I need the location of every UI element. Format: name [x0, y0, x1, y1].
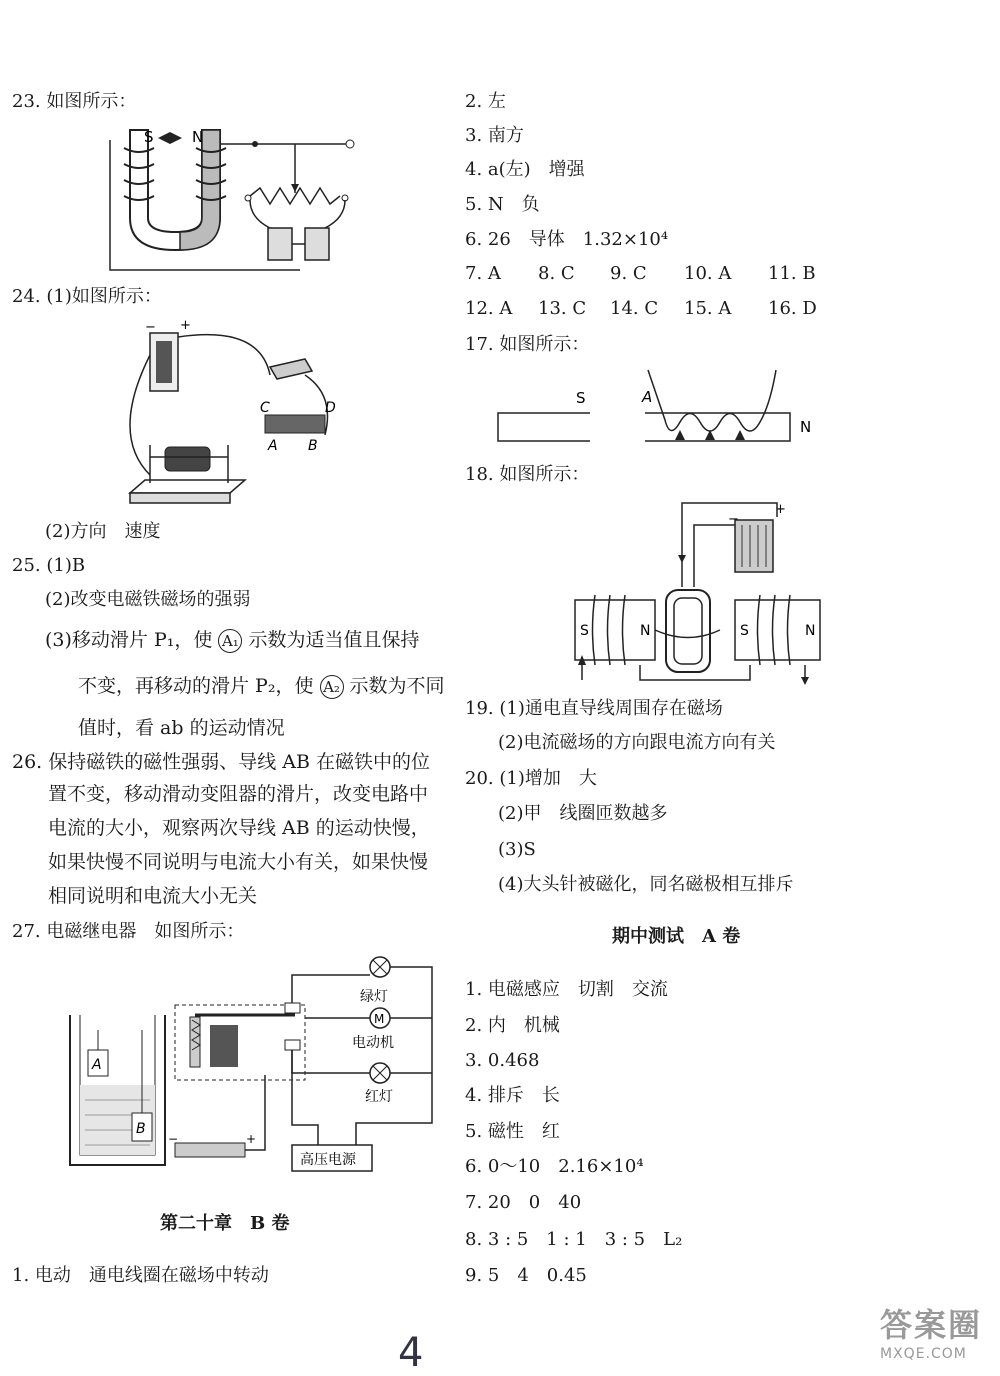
watermark-url: MXQE.COM [880, 1346, 967, 1362]
q24-answer-2: (2)方向 速度 [45, 521, 161, 542]
fig17-a-label: A [642, 388, 653, 406]
q25-answer-3-line3: 值时，看 ab 的运动情况 [78, 717, 285, 739]
r-answer-4: 4. a(左) 增强 [465, 159, 585, 180]
fig23-s-label: S [144, 128, 154, 146]
q25-3-text-d: 示数为不同 [349, 675, 445, 697]
midterm-answer-3: 3. 0.468 [465, 1050, 540, 1071]
q25-3-text-c: 不变，再移动的滑片 P₂，使 [78, 675, 314, 697]
svg-text:+: + [180, 318, 191, 333]
q23-label: 23. 如图所示： [12, 91, 137, 112]
r-answer-10: 10. A [684, 263, 732, 284]
watermark-logo [880, 1300, 995, 1365]
fig24-c-label: C [260, 400, 270, 416]
svg-text:−: − [728, 512, 739, 527]
handwritten-page-number: 4 [398, 1330, 424, 1376]
q25-3-text-b: 示数为适当值且保持 [248, 629, 420, 651]
figure-24-motor-apparatus [120, 315, 380, 515]
r-answer-19-1: 19. (1)通电直导线周围存在磁场 [465, 698, 723, 719]
r-answer-18-label: 18. 如图所示： [465, 464, 590, 485]
q27-label: 27. 电磁继电器 如图所示： [12, 921, 245, 942]
r-answer-20-3: (3)S [498, 839, 536, 860]
r-answer-17-label: 17. 如图所示： [465, 334, 590, 355]
q26-line-3: 电流的大小，观察两次导线 AB 的运动快慢， [48, 817, 430, 839]
svg-text:+: + [246, 1132, 257, 1146]
fig27-motor-label: 电动机 [352, 1035, 394, 1051]
midterm-answer-2: 2. 内 机械 [465, 1015, 560, 1036]
r-answer-13: 13. C [538, 298, 587, 319]
midterm-answer-5: 5. 磁性 红 [465, 1121, 560, 1142]
r-answer-6: 6. 26 导体 1.32×10⁴ [465, 229, 669, 250]
fig17-s-label: S [576, 389, 586, 407]
midterm-answer-4: 4. 排斥 长 [465, 1085, 560, 1106]
watermark-text: 答案圈 [880, 1306, 983, 1344]
midterm-answer-7: 7. 20 0 40 [465, 1192, 582, 1213]
q25-3-text-a: (3)移动滑片 P₁，使 [45, 629, 213, 651]
fig27-a-label: A [92, 1057, 102, 1073]
fig18-right-s-label: S [740, 623, 749, 639]
fig18-left-n-label: N [640, 623, 651, 639]
r-answer-20-2: (2)甲 线圈匝数越多 [498, 803, 668, 824]
figure-17-magnet-solenoid [490, 360, 830, 450]
midterm-answer-9: 9. 5 4 0.45 [465, 1265, 587, 1286]
r-answer-19-2: (2)电流磁场的方向跟电流方向有关 [498, 732, 776, 753]
r-answer-20-1: 20. (1)增加 大 [465, 768, 597, 789]
r-answer-16: 16. D [768, 298, 817, 319]
fig24-a-label: A [268, 438, 278, 454]
ammeter-a2-symbol: A₂ [320, 675, 344, 699]
fig18-left-s-label: S [580, 623, 589, 639]
fig24-b-label: B [308, 438, 318, 454]
r-answer-5: 5. N 负 [465, 194, 540, 215]
fig27-motor-m: M [374, 1012, 385, 1026]
q26-line-2: 置不变，移动滑动变阻器的滑片，改变电路中 [48, 783, 429, 805]
b-answer-1: 1. 电动 通电线圈在磁场中转动 [12, 1265, 269, 1286]
fig24-d-label: D [325, 400, 336, 416]
svg-text:−: − [168, 1132, 179, 1146]
fig18-right-n-label: N [805, 623, 816, 639]
r-answer-8: 8. C [538, 263, 575, 284]
r-answer-2: 2. 左 [465, 91, 506, 112]
q24-label: 24. (1)如图所示： [12, 286, 162, 307]
r-answer-3: 3. 南方 [465, 125, 524, 146]
r-answer-20-4: (4)大头针被磁化，同名磁极相互排斥 [498, 874, 794, 895]
q26-line-4: 如果快慢不同说明与电流大小有关，如果快慢 [48, 851, 429, 873]
fig27-green-lamp-label: 绿灯 [360, 989, 388, 1005]
midterm-answer-6: 6. 0～10 2.16×10⁴ [465, 1156, 644, 1177]
r-answer-7: 7. A [465, 263, 501, 284]
fig23-n-label: N [192, 128, 204, 146]
r-answer-12: 12. A [465, 298, 513, 319]
r-answer-15: 15. A [684, 298, 732, 319]
figure-18-coil-between-magnets [570, 495, 825, 685]
ammeter-a1-symbol: A₁ [218, 629, 242, 653]
midterm-answer-8: 8. 3 : 5 1 : 1 3 : 5 L₂ [465, 1229, 683, 1250]
figure-27-relay-circuit [60, 955, 445, 1185]
fig27-red-lamp-label: 红灯 [365, 1089, 393, 1105]
q26-line-5: 相同说明和电流大小无关 [48, 885, 258, 907]
fig17-n-label: N [800, 418, 812, 436]
fig27-b-label: B [136, 1121, 146, 1137]
midterm-answer-1: 1. 电磁感应 切割 交流 [465, 979, 668, 1000]
q25-answer-3-line2 [78, 674, 445, 699]
svg-text:+: + [775, 502, 786, 517]
q25-answer-2: (2)改变电磁铁磁场的强弱 [45, 589, 251, 610]
q25-answer-3-line1 [45, 628, 419, 653]
section-heading-chapter20-b: 第二十章 B 卷 [160, 1213, 290, 1234]
r-answer-11: 11. B [768, 263, 816, 284]
figure-23-electromagnet [100, 118, 370, 278]
svg-text:−: − [145, 320, 156, 335]
r-answer-14: 14. C [610, 298, 659, 319]
section-heading-midterm-a: 期中测试 A 卷 [612, 926, 741, 947]
q26-line-1: 26. 保持磁铁的磁性强弱、导线 AB 在磁铁中的位 [12, 751, 431, 773]
fig27-hv-source-label: 高压电源 [300, 1152, 356, 1168]
r-answer-9: 9. C [610, 263, 647, 284]
q25-answer-1: 25. (1)B [12, 555, 86, 576]
